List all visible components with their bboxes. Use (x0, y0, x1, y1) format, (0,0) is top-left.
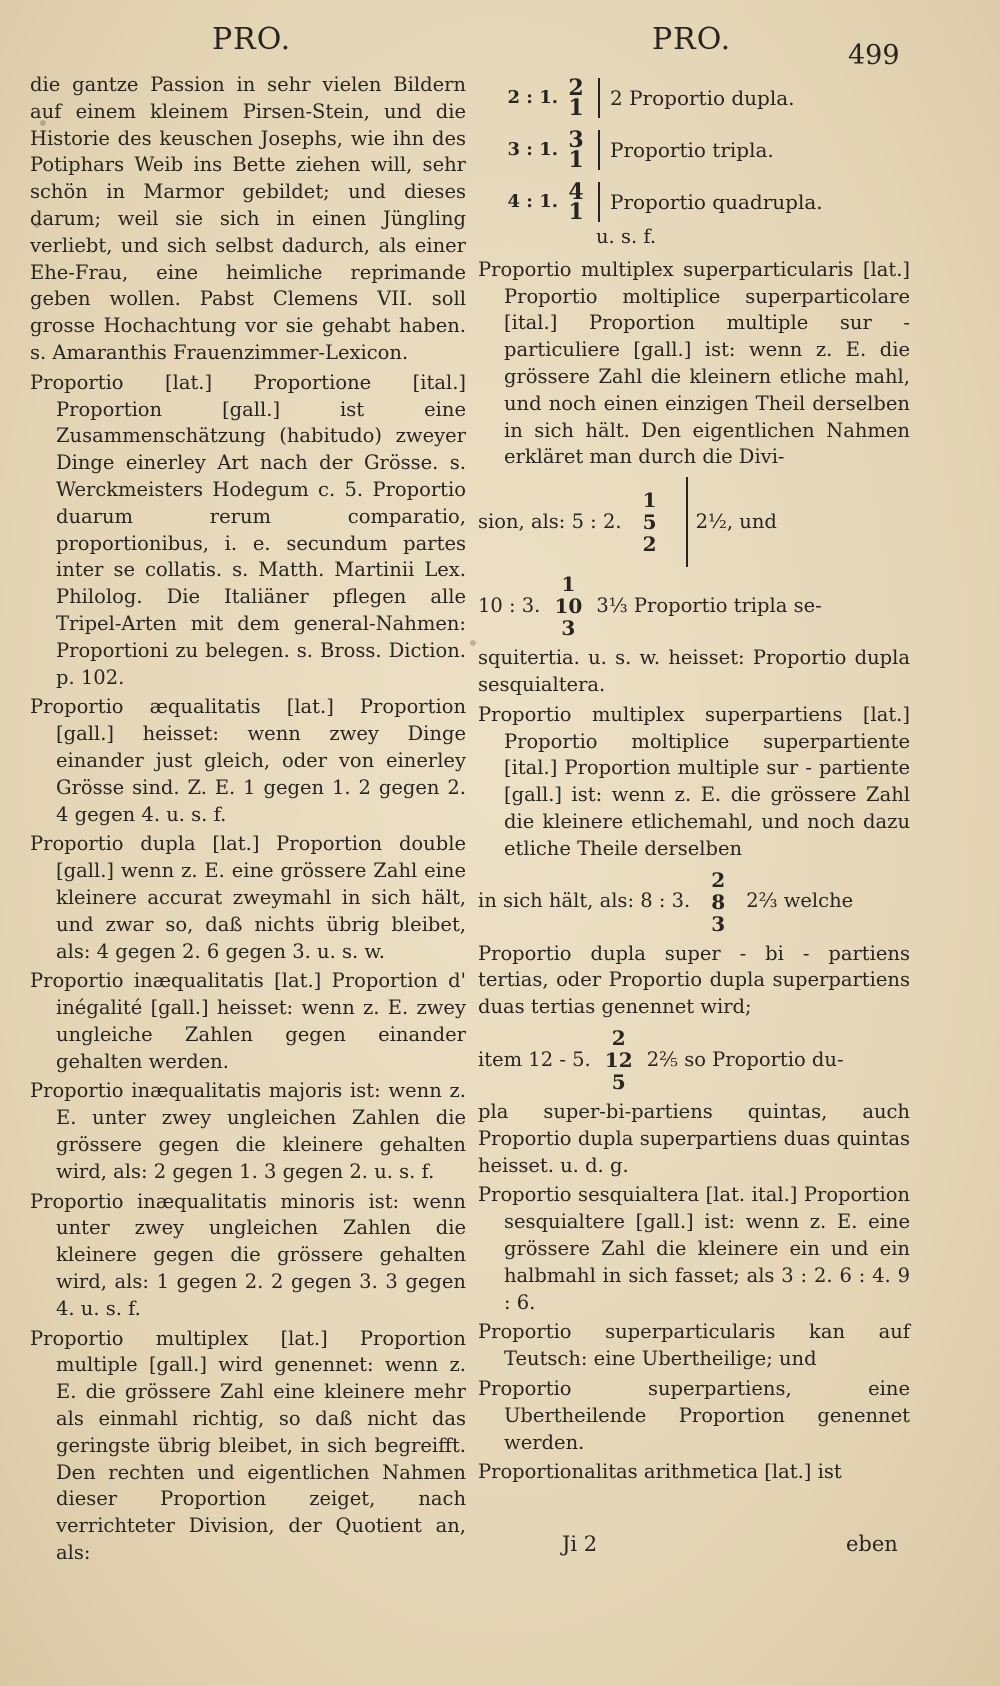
example-ratio: 2 : 1. (507, 86, 558, 108)
continuation-sesquitertia: squitertia. u. s. w. heisset: Proportio dupla sesquialtera. (478, 646, 910, 696)
entry-proportionalitas: Proportionalitas arithmetica [lat.] ist (478, 1460, 842, 1484)
entry-inaequalitatis-minoris: Proportio inæqualitatis minoris ist: wenn unter zwey ungleichen Zahlen die kleinere gegen die grössere gehalten wird, als: 1 gegen 2. 2 gegen 3. 3 gegen 4. u. s. f. (30, 1189, 466, 1320)
division-result: 2⅔ (746, 889, 778, 913)
running-head-right: PRO. (652, 22, 732, 57)
page-number: 499 (848, 40, 900, 71)
example-label: 2 Proportio dupla. (610, 85, 795, 110)
division-stack: 2 12 5 (604, 1025, 633, 1094)
example-label: Proportio quadrupla. (610, 189, 823, 214)
division-prefix: in sich hält, als: 8 : 3. (478, 889, 691, 913)
entry-multiplex-superpartiens: Proportio multiplex superpartiens [lat.] Proportio moltiplice superpartiente [ital.] Proportion multiple sur - partiente [gall.] ist: wenn z. E. die grössere Zahl die kleinere etlichemahl, und noch dazu etliche Theile derselben (478, 702, 910, 860)
entry-proportio-inaequalitatis: Proportio inæqualitatis [lat.] Proportion d' inégalité [gall.] heisset: wenn z. E. zwey ungleiche Zahlen gegen einander gehalten werden. (30, 969, 466, 1073)
division-suffix: Proportio tripla se- (633, 593, 822, 617)
entry-proportio-aequalitatis: Proportio æqualitatis [lat.] Proportion [gall.] heisset: wenn zwey Dinge einander just gleich, oder von einerley Grösse sind. Z. E. 1 gegen 1. 2 gegen 2. 4 gegen 4. u. s. f. (30, 695, 466, 826)
division-prefix: item 12 - 5. (478, 1047, 591, 1071)
division-prefix: 10 : 3. (478, 593, 541, 617)
division-result: 3⅓ (596, 593, 628, 617)
example-divider (598, 182, 600, 222)
division-example (478, 1027, 910, 1093)
division-stack: 2 8 3 (711, 867, 726, 936)
entry-sesquialtera: Proportio sesquialtera [lat. ital.] Proportion sesquialtere [gall.] ist: wenn z. E. eine grössere Zahl die kleinere ein und ein halbmahl in sich fasset; als 3 : 2. 6 : 4. 9 : 6. (478, 1183, 910, 1314)
entry-superpartiens: Proportio superpartiens, eine Ubertheilende Proportion genennet werden. (478, 1376, 910, 1454)
division-stack: 1 10 3 (554, 572, 583, 641)
running-head-left: PRO. (212, 22, 292, 57)
division-suffix: und (739, 509, 777, 533)
continuation-tertias: Proportio dupla super - bi - partiens tertias, oder Proportio dupla superpartiens duas tertias genennet wird; (478, 941, 910, 1019)
left-continuation: die gantze Passion in sehr vielen Bildern auf einem kleinem Pirsen-Stein, und die Historie des keuschen Josephs, wie ihn des Potiphars Weib ins Bette ziehen will, sehr schön in Marmor gebildet; und dieses darum; weil sie sich in einen Jüngling verliebt, und sich selbst dadurch, als einer Ehe-Frau, eine heimliche reprimande geben wollen. Pabst Clemens VII. soll grosse Hochachtung vor sie gehabt haben. s. Amaranthis Frauenzimmer-Lexicon. (30, 73, 466, 364)
ink-spot (34, 222, 40, 228)
division-result: 2½, (695, 509, 734, 533)
entry-multiplex-superparticularis: Proportio multiplex superparticularis [lat.] Proportio moltiplice superparticolare [ital.] Proportion multiple sur - particuliere [gall.] ist: wenn z. E. die grössere Zahl die kleinern etliche mahl, und noch einen einzigen Theil derselben in sich hält. Den eigentlichen Nahmen erkläret man durch die Divi- (478, 257, 910, 469)
example-row (478, 176, 910, 228)
example-ratio: 4 : 1. (507, 190, 558, 212)
division-stack: 1 5 2 (642, 488, 657, 557)
example-fraction: 2 1 (568, 75, 584, 121)
left-column (30, 72, 466, 1570)
catchword: eben (846, 1532, 898, 1556)
continuation-quintas: pla super-bi-partiens quintas, auch Proportio dupla superpartiens duas quintas heisset. u. d. g. (478, 1099, 910, 1177)
example-ratio: 3 : 1. (507, 138, 558, 160)
division-divider (686, 477, 688, 567)
entry-proportio-multiplex: Proportio multiplex [lat.] Proportion multiple [gall.] wird genennet: wenn z. E. die grössere Zahl eine kleinere mehr als einmahl richtig, so daß nicht das geringste übrig bleibet, in sich begreifft. Den rechten und eigentlichen Nahmen dieser Proportion zeiget, nach verrichteter Division, der Quotient an, als: (30, 1326, 466, 1565)
example-fraction: 4 1 (568, 179, 584, 225)
entry-proportio-dupla: Proportio dupla [lat.] Proportion double [gall.] wenn z. E. eine grössere Zahl eine kleinere accurat zweymahl in sich hält, und zwar so, daß nichts übrig bleibet, als: 4 gegen 2. 6 gegen 3. u. s. w. (30, 832, 466, 963)
entry-inaequalitatis-majoris: Proportio inæqualitatis majoris ist: wenn z. E. unter zwey ungleichen Zahlen die grössere gegen die kleinere gehalten wird, als: 2 gegen 1. 3 gegen 2. u. s. f. (30, 1079, 466, 1183)
entry-proportio: Proportio [lat.] Proportione [ital.] Proportion [gall.] ist eine Zusammenschätzung (habitudo) zweyer Dinge einerley Art nach der Grösse. s. Werckmeisters Hodegum c. 5. Proportio duarum rerum comparatio, proportionibus, i. e. secundum partes inter se collatis. s. Matth. Martinii Lex. Philolog. Die Italiäner pflegen alle Tripel-Arten mit dem general-Nahmen: Proportioni zu belegen. s. Bross. Diction. p. 102. (30, 370, 466, 689)
ink-spot (40, 120, 46, 126)
division-suffix: welche (783, 889, 854, 913)
entry-superparticularis: Proportio superparticularis kan auf Teutsch: eine Ubertheilige; und (478, 1320, 910, 1371)
examples-tail: u. s. f. (596, 225, 657, 248)
division-suffix: so Proportio du- (684, 1047, 844, 1071)
division-result: 2⅖ (646, 1047, 679, 1071)
division-example (478, 477, 910, 567)
division-prefix: sion, als: 5 : 2. (478, 509, 622, 533)
example-label: Proportio tripla. (610, 137, 774, 162)
example-divider (598, 78, 600, 118)
signature-mark: Ji 2 (562, 1532, 598, 1556)
example-row (478, 124, 910, 176)
division-example (478, 573, 910, 639)
ink-spot (470, 640, 476, 646)
example-fraction: 3 1 (568, 127, 584, 173)
example-divider (598, 130, 600, 170)
division-example (478, 869, 910, 935)
right-column (478, 72, 910, 1489)
example-row (478, 72, 910, 124)
